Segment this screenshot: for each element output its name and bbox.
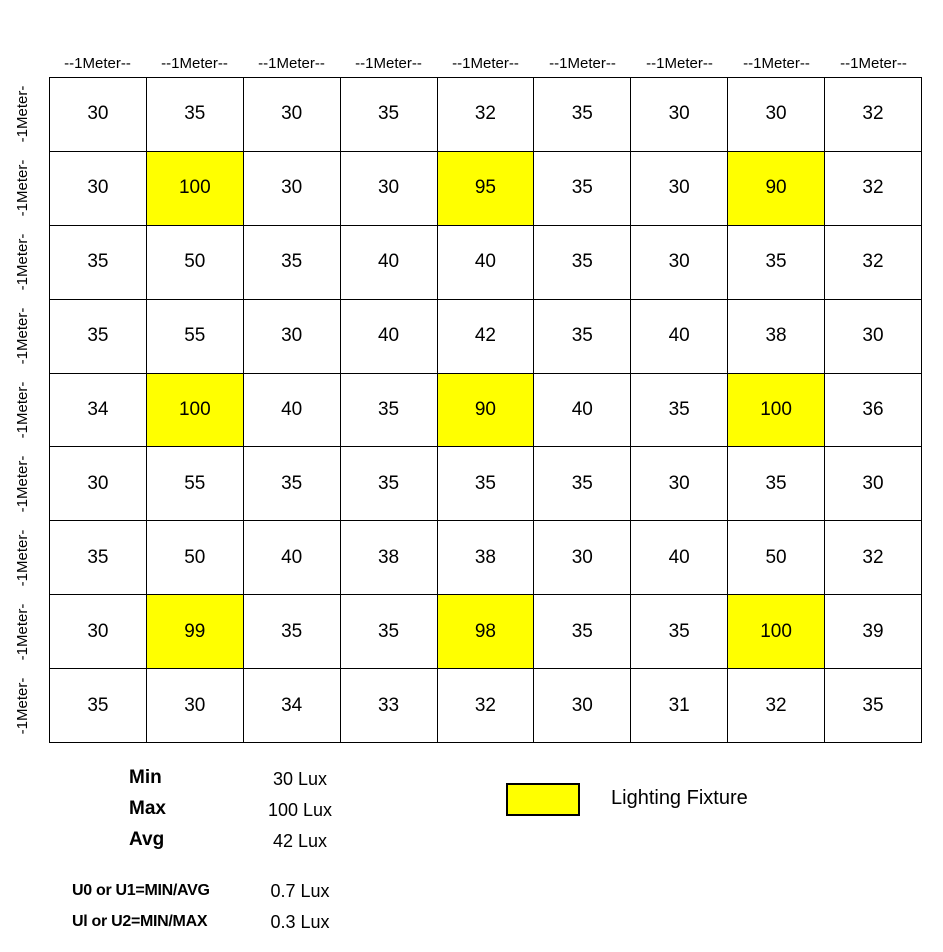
lux-cell: 30 bbox=[631, 225, 728, 299]
grid-row bbox=[50, 595, 922, 669]
row-label: -1Meter- bbox=[14, 529, 31, 587]
column-header: --1Meter-- bbox=[64, 55, 131, 72]
fixture-cell: 100 bbox=[728, 595, 825, 669]
grid-row bbox=[50, 299, 922, 373]
lux-cell: 35 bbox=[50, 225, 147, 299]
lux-cell: 32 bbox=[825, 521, 922, 595]
column-header: --1Meter-- bbox=[840, 55, 907, 72]
lux-cell: 38 bbox=[728, 299, 825, 373]
lux-cell: 35 bbox=[437, 447, 534, 521]
stat-min-label: Min bbox=[129, 767, 162, 788]
column-header: --1Meter-- bbox=[452, 55, 519, 72]
fixture-cell: 99 bbox=[146, 595, 243, 669]
lux-cell: 40 bbox=[631, 299, 728, 373]
grid-row bbox=[50, 669, 922, 743]
lux-cell: 32 bbox=[825, 78, 922, 152]
lux-cell: 30 bbox=[825, 299, 922, 373]
lux-measurement-grid bbox=[49, 77, 922, 743]
grid-row bbox=[50, 521, 922, 595]
row-labels bbox=[6, 77, 40, 743]
lux-cell: 40 bbox=[534, 373, 631, 447]
row-label: -1Meter- bbox=[14, 85, 31, 143]
lux-cell: 35 bbox=[243, 447, 340, 521]
lux-cell: 30 bbox=[50, 151, 147, 225]
lux-cell: 38 bbox=[437, 521, 534, 595]
lux-cell: 30 bbox=[146, 669, 243, 743]
lux-cell: 30 bbox=[50, 595, 147, 669]
uniformity-u0-value: 0.7 Lux bbox=[270, 881, 330, 901]
lux-cell: 34 bbox=[50, 373, 147, 447]
lux-cell: 30 bbox=[50, 447, 147, 521]
lux-cell: 35 bbox=[50, 669, 147, 743]
grid-row bbox=[50, 225, 922, 299]
lux-cell: 35 bbox=[340, 447, 437, 521]
lux-cell: 55 bbox=[146, 299, 243, 373]
lux-cell: 35 bbox=[728, 225, 825, 299]
lux-cell: 35 bbox=[825, 669, 922, 743]
uniformity-u0-label: U0 or U1=MIN/AVG bbox=[72, 882, 210, 899]
lux-cell: 30 bbox=[534, 669, 631, 743]
column-header: --1Meter-- bbox=[743, 55, 810, 72]
lux-cell: 40 bbox=[243, 521, 340, 595]
stat-avg-label: Avg bbox=[129, 829, 165, 850]
lux-cell: 35 bbox=[340, 78, 437, 152]
column-header: --1Meter-- bbox=[549, 55, 616, 72]
fixture-cell: 100 bbox=[728, 373, 825, 447]
lux-cell: 35 bbox=[534, 595, 631, 669]
column-header: --1Meter-- bbox=[355, 55, 422, 72]
lux-cell: 30 bbox=[825, 447, 922, 521]
column-header: --1Meter-- bbox=[646, 55, 713, 72]
lux-cell: 30 bbox=[534, 521, 631, 595]
column-headers bbox=[49, 53, 922, 75]
stat-max-label: Max bbox=[129, 798, 166, 819]
column-header: --1Meter-- bbox=[161, 55, 228, 72]
lux-cell: 30 bbox=[631, 447, 728, 521]
lux-cell: 30 bbox=[631, 78, 728, 152]
lux-cell: 35 bbox=[146, 78, 243, 152]
grid-row bbox=[50, 447, 922, 521]
lux-cell: 31 bbox=[631, 669, 728, 743]
lux-cell: 32 bbox=[437, 78, 534, 152]
lux-cell: 42 bbox=[437, 299, 534, 373]
lux-cell: 35 bbox=[534, 78, 631, 152]
lux-cell: 35 bbox=[340, 595, 437, 669]
lux-cell: 40 bbox=[437, 225, 534, 299]
lux-cell: 32 bbox=[437, 669, 534, 743]
lux-cell: 35 bbox=[50, 521, 147, 595]
grid-row bbox=[50, 373, 922, 447]
lux-cell: 30 bbox=[243, 151, 340, 225]
row-label: -1Meter- bbox=[14, 603, 31, 661]
row-label: -1Meter- bbox=[14, 159, 31, 217]
uniformity-ul-label: Ul or U2=MIN/MAX bbox=[72, 913, 208, 930]
lux-cell: 35 bbox=[534, 447, 631, 521]
lux-cell: 40 bbox=[340, 225, 437, 299]
lux-cell: 35 bbox=[534, 151, 631, 225]
fixture-cell: 90 bbox=[728, 151, 825, 225]
uniformity-ul-value: 0.3 Lux bbox=[270, 912, 330, 932]
row-labels-rotated-strip bbox=[6, 77, 40, 743]
grid-row bbox=[50, 78, 922, 152]
lux-cell: 35 bbox=[534, 225, 631, 299]
lux-cell: 35 bbox=[631, 373, 728, 447]
lighting-fixture-swatch bbox=[506, 783, 580, 816]
lux-cell: 35 bbox=[243, 595, 340, 669]
stat-max-value: 100 Lux bbox=[267, 800, 333, 820]
grid-row bbox=[50, 151, 922, 225]
row-label: -1Meter- bbox=[14, 677, 31, 735]
lux-cell: 30 bbox=[631, 151, 728, 225]
lux-cell: 39 bbox=[825, 595, 922, 669]
lux-cell: 32 bbox=[728, 669, 825, 743]
lux-cell: 36 bbox=[825, 373, 922, 447]
stat-min-value: 30 Lux bbox=[272, 769, 328, 789]
lux-cell: 33 bbox=[340, 669, 437, 743]
fixture-cell: 90 bbox=[437, 373, 534, 447]
row-label: -1Meter- bbox=[14, 381, 31, 439]
lux-cell: 35 bbox=[243, 225, 340, 299]
lux-cell: 34 bbox=[243, 669, 340, 743]
fixture-cell: 98 bbox=[437, 595, 534, 669]
lux-cell: 50 bbox=[146, 521, 243, 595]
lux-cell: 35 bbox=[340, 373, 437, 447]
lux-cell: 32 bbox=[825, 225, 922, 299]
lux-cell: 38 bbox=[340, 521, 437, 595]
lux-cell: 30 bbox=[340, 151, 437, 225]
lux-cell: 50 bbox=[728, 521, 825, 595]
lighting-fixture-label: Lighting Fixture bbox=[611, 787, 748, 809]
lux-cell: 35 bbox=[50, 299, 147, 373]
lux-cell: 50 bbox=[146, 225, 243, 299]
lux-cell: 32 bbox=[825, 151, 922, 225]
lux-cell: 30 bbox=[243, 299, 340, 373]
row-label: -1Meter- bbox=[14, 233, 31, 291]
lux-cell: 35 bbox=[631, 595, 728, 669]
fixture-cell: 95 bbox=[437, 151, 534, 225]
column-header: --1Meter-- bbox=[258, 55, 325, 72]
lux-cell: 30 bbox=[728, 78, 825, 152]
fixture-cell: 100 bbox=[146, 373, 243, 447]
lux-cell: 30 bbox=[243, 78, 340, 152]
lux-cell: 55 bbox=[146, 447, 243, 521]
row-label: -1Meter- bbox=[14, 307, 31, 365]
fixture-cell: 100 bbox=[146, 151, 243, 225]
lux-cell: 35 bbox=[728, 447, 825, 521]
lux-cell: 30 bbox=[50, 78, 147, 152]
lux-cell: 40 bbox=[340, 299, 437, 373]
lux-cell: 40 bbox=[631, 521, 728, 595]
stat-avg-value: 42 Lux bbox=[272, 831, 328, 851]
lux-cell: 40 bbox=[243, 373, 340, 447]
lux-cell: 35 bbox=[534, 299, 631, 373]
row-label: -1Meter- bbox=[14, 455, 31, 513]
